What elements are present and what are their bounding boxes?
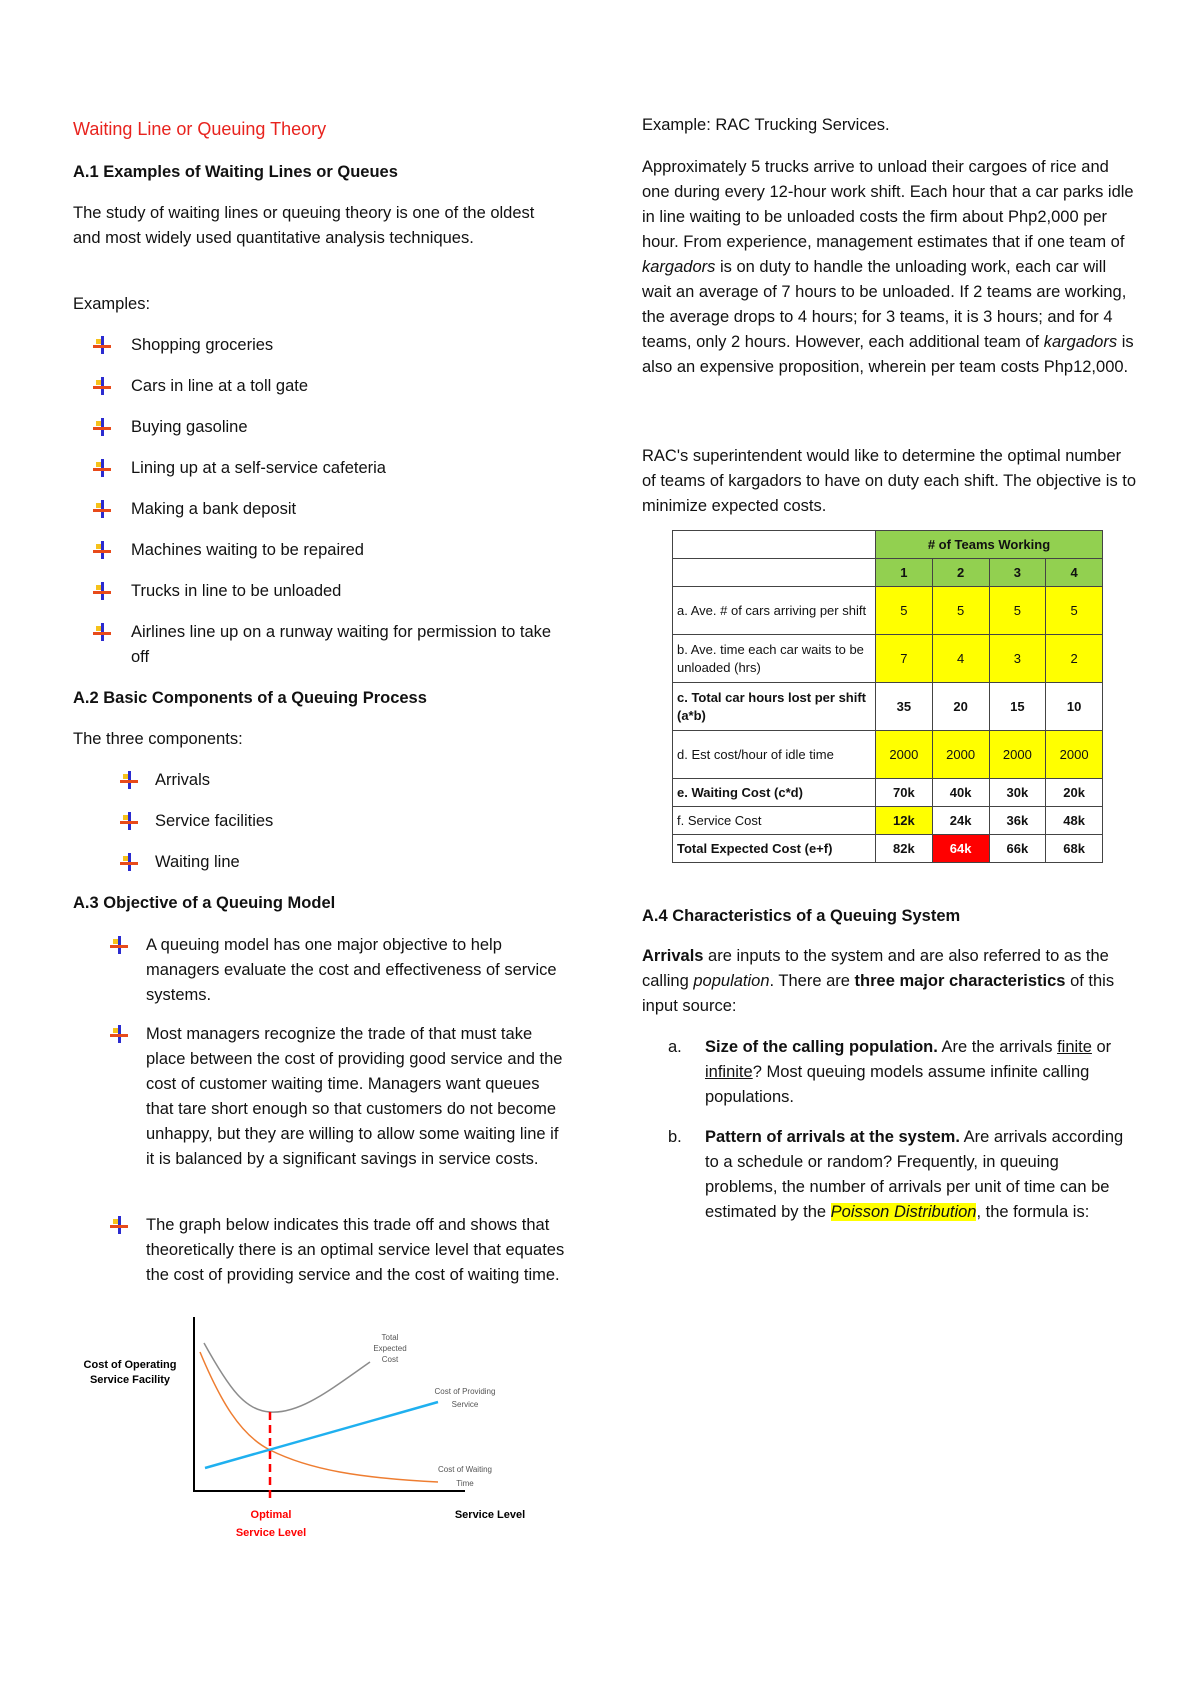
x-axis-label: Service Level: [454, 1509, 526, 1521]
bullet-icon: [93, 336, 111, 354]
bullet-icon: [120, 812, 138, 830]
bullet-icon: [93, 459, 111, 477]
a1-heading: A.1 Examples of Waiting Lines or Queues: [73, 163, 398, 181]
list-item: A queuing model has one major objective to help managers evaluate the cost and effectiveness of service systems.: [110, 933, 570, 1008]
table-row: d. Est cost/hour of idle time 2000 2000 2000 2000: [673, 731, 1103, 779]
bullet-icon: [93, 500, 111, 518]
list-item: Cars in line at a toll gate: [93, 374, 308, 399]
a4-paragraph: Arrivals are inputs to the system and are also referred to as the calling population. There are three major characteristics of this input source:: [642, 947, 1115, 1015]
svg-text:Service Level: Service Level: [235, 1527, 307, 1539]
bullet-icon: [110, 1216, 128, 1234]
list-item: Waiting line: [120, 850, 240, 875]
a3-heading: A.3 Objective of a Queuing Model: [73, 894, 336, 912]
waiting-cost-curve: [200, 1352, 438, 1482]
total-cost-curve: [204, 1343, 370, 1412]
list-item: Lining up at a self-service cafeteria: [93, 456, 386, 481]
table-row: e. Waiting Cost (c*d) 70k 40k 30k 20k: [673, 779, 1103, 807]
poisson-highlight: Poisson Distribution: [830, 1203, 977, 1221]
bullet-icon: [93, 623, 111, 641]
svg-text:Cost: Cost: [381, 1355, 399, 1364]
item-a-marker: a.: [668, 1038, 682, 1056]
list-item: Most managers recognize the trade of that must take place between the cost of providing good service and the cost of customer waiting time. Managers want queues that tare short enough so that customers do not become unhappy, but they are willing to allow some waiting line if it is balanced by a significant savings in service costs.: [110, 1022, 570, 1172]
bullet-icon: [110, 936, 128, 954]
table-row: a. Ave. # of cars arriving per shift 5 5 5 5: [673, 587, 1103, 635]
table-row: f. Service Cost 12k 24k 36k 48k: [673, 807, 1103, 835]
bullet-icon: [93, 541, 111, 559]
example-title: Example: RAC Trucking Services.: [642, 116, 890, 134]
bullet-icon: [93, 418, 111, 436]
document-title: Waiting Line or Queuing Theory: [73, 119, 327, 139]
cost-tradeoff-diagram: [60, 1310, 560, 1570]
cost-table: # of Teams Working 1 2 3 4 a. Ave. # of cars arriving per shift 5 5 5 5 b. Ave. time each car waits to be unloaded (hrs) 7 4 3 2 c. Total car hours lost per shift (a*b) 35 20 15 10 d. Est cost/hour of idle time 2000 2000 2000 2000 e. Waiting Cost (c*d) 70k 40k 30k 20k f. Service Cost 12k 24k 36k 48k Total Expected Cost (e+f) 82k 64k 66k 68k: [672, 530, 1103, 863]
list-item: Machines waiting to be repaired: [93, 538, 364, 563]
optimal-level-label: Optimal: [250, 1509, 292, 1521]
item-a: Size of the calling population. Are the arrivals finite or infinite? Most queuing models assume infinite calling populations.: [705, 1038, 1112, 1106]
example-paragraph: Approximately 5 trucks arrive to unload their cargoes of rice and one during every 12-hour work shift. Each hour that a car parks idle in line waiting to be unloaded costs the firm about Php2,000 per hour. From experience, management estimates that if one team of kargadors is on duty to handle the unloading work, each car will wait an average of 7 hours to be unloaded. If 2 teams are working, the average drops to 4 hours; for 3 teams, it is 3 hours; and for 4 teams, only 2 hours. However, each additional team of kargadors is also an expensive proposition, wherein per team costs Php12,000.: [642, 158, 1134, 376]
table-row: b. Ave. time each car waits to be unloaded (hrs) 7 4 3 2: [673, 635, 1103, 683]
list-item: Service facilities: [120, 809, 273, 834]
bullet-icon: [120, 853, 138, 871]
bullet-icon: [120, 771, 138, 789]
table-row: c. Total car hours lost per shift (a*b) 35 20 15 10: [673, 683, 1103, 731]
examples-label: Examples:: [73, 295, 151, 313]
group-header: # of Teams Working: [876, 531, 1103, 559]
list-item: The graph below indicates this trade off and shows that theoretically there is an optimal service level that equates the cost of providing service and the cost of waiting time.: [110, 1213, 570, 1288]
waiting-cost-label: Cost of Waiting: [438, 1465, 492, 1474]
svg-text:Service: Service: [451, 1400, 479, 1409]
list-item: Trucks in line to be unloaded: [93, 579, 341, 604]
list-item: Airlines line up on a runway waiting for permission to take off: [93, 620, 573, 670]
svg-text:Expected: Expected: [373, 1344, 407, 1353]
y-axis-label: Cost of Operating: [83, 1359, 177, 1371]
svg-text:Time: Time: [456, 1479, 474, 1488]
bullet-icon: [93, 582, 111, 600]
objective-paragraph: RAC's superintendent would like to determine the optimal number of teams of kargadors to have on duty each shift. The objective is to minimize expected costs.: [642, 447, 1137, 515]
list-item: Making a bank deposit: [93, 497, 296, 522]
a2-heading: A.2 Basic Components of a Queuing Process: [73, 689, 427, 707]
item-b: Pattern of arrivals at the system. Are arrivals according to a schedule or random? Frequently, in queuing problems, the number of arrivals per unit of time can be estimated by the Poisson Distribution, the formula is:: [705, 1128, 1124, 1221]
a1-paragraph: The study of waiting lines or queuing theory is one of the oldest and most widely used quantitative analysis techniques.: [73, 204, 535, 247]
svg-text:Service Facility: Service Facility: [89, 1374, 171, 1386]
service-cost-label: Cost of Providing: [434, 1387, 496, 1396]
table-row: Total Expected Cost (e+f) 82k 64k 66k 68k: [673, 835, 1103, 863]
bullet-icon: [93, 377, 111, 395]
service-cost-line: [205, 1402, 438, 1468]
list-item: Buying gasoline: [93, 415, 248, 440]
total-cost-label: Total: [381, 1333, 399, 1342]
list-item: Shopping groceries: [93, 333, 273, 358]
item-b-marker: b.: [668, 1128, 682, 1146]
a2-intro: The three components:: [73, 730, 243, 748]
bullet-icon: [110, 1025, 128, 1043]
a4-heading: A.4 Characteristics of a Queuing System: [642, 907, 961, 925]
list-item: Arrivals: [120, 768, 210, 793]
